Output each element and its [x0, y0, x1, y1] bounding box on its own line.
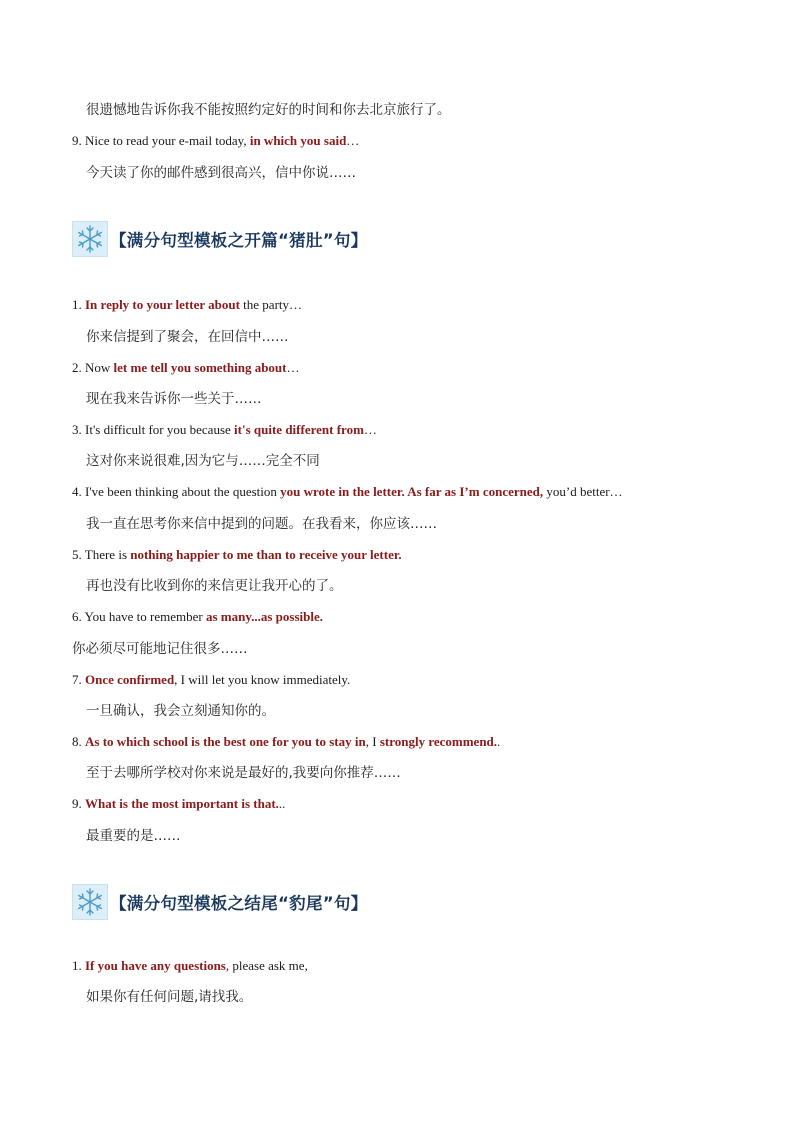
- key-phrase: as many...as possible.: [205, 609, 324, 624]
- item-number: 9.: [72, 796, 85, 811]
- chinese-translation: 再也没有比收到你的来信更让我开心的了。: [86, 578, 343, 594]
- section-heading-closing: [72, 883, 368, 921]
- item-number: 5.: [72, 547, 85, 562]
- snowflake-icon: [72, 221, 108, 257]
- item-number: 7.: [72, 672, 85, 687]
- key-phrase: nothing happier to me than to receive your letter.: [130, 547, 402, 562]
- chinese-translation: 我一直在思考你来信中提到的问题。在我看来，你应该……: [86, 516, 437, 532]
- section-title: 【满分句型模板之开篇“猪肚”句】: [110, 231, 368, 250]
- item-number: 4.: [72, 484, 85, 499]
- key-phrase: If you have any questions: [85, 958, 226, 973]
- sentence-text: You have to remember: [84, 609, 206, 624]
- chinese-translation: 今天读了你的邮件感到很高兴，信中你说……: [86, 165, 356, 181]
- sentence-item-6: [72, 608, 323, 626]
- key-phrase: As to which school is the best one for you to stay in: [85, 734, 366, 749]
- key-phrase: In reply to your letter about: [85, 297, 240, 312]
- sentence-text: , I will let you know immediately.: [174, 672, 351, 687]
- sentence-text: …: [363, 422, 377, 437]
- sentence-text: Now: [85, 360, 114, 375]
- sentence-text: There is: [84, 547, 131, 562]
- sentence-item-4: [72, 483, 623, 501]
- item-number: 3.: [72, 422, 85, 437]
- sentence-text: I've been thinking about the question: [85, 484, 281, 499]
- chinese-translation: 你必须尽可能地记住很多……: [72, 641, 248, 657]
- key-phrase: What is the most important is that.: [85, 796, 279, 811]
- item-number: 9.: [72, 133, 85, 148]
- chinese-translation: 你来信提到了聚会，在回信中……: [86, 329, 289, 345]
- sentence-item-1: [72, 957, 308, 975]
- item-number: 2.: [72, 360, 85, 375]
- sentence-text: .: [497, 734, 501, 749]
- chinese-translation: 现在我来告诉你一些关于……: [86, 391, 262, 407]
- sentence-item-9: [72, 132, 359, 150]
- sentence-text: the party…: [239, 297, 303, 312]
- sentence-text: Nice to read your e-mail today,: [85, 133, 250, 148]
- sentence-text: It's difficult for you because: [85, 422, 235, 437]
- key-phrase: you wrote in the letter. As far as I’m concerned,: [280, 484, 544, 499]
- key-phrase: strongly recommend.: [379, 734, 498, 749]
- chinese-translation: 很遗憾地告诉你我不能按照约定好的时间和你去北京旅行了。: [86, 102, 451, 118]
- snowflake-icon: [72, 884, 108, 920]
- chinese-translation: 至于去哪所学校对你来说是最好的,我要向你推荐……: [86, 765, 401, 781]
- sentence-text: ..: [278, 796, 286, 811]
- sentence-text: , I: [365, 734, 380, 749]
- sentence-item-1: [72, 296, 302, 314]
- item-number: 1.: [72, 958, 85, 973]
- item-number: 8.: [72, 734, 85, 749]
- sentence-item-3: [72, 421, 377, 439]
- chinese-translation: 如果你有任何问题,请找我。: [86, 989, 253, 1005]
- sentence-text: …: [346, 133, 360, 148]
- chinese-translation: 一旦确认，我会立刻通知你的。: [86, 703, 275, 719]
- sentence-item-5: [72, 546, 402, 564]
- section-heading-opening: [72, 220, 368, 258]
- key-phrase: let me tell you something about: [113, 360, 287, 375]
- sentence-item-9: [72, 795, 285, 813]
- item-number: 1.: [72, 297, 85, 312]
- sentence-text: …: [286, 360, 300, 375]
- sentence-text: you’d better…: [543, 484, 623, 499]
- sentence-item-7: [72, 671, 350, 689]
- item-number: 6.: [72, 609, 85, 624]
- key-phrase: in which you said: [249, 133, 347, 148]
- sentence-item-2: [72, 359, 300, 377]
- key-phrase: Once confirmed: [85, 672, 175, 687]
- sentence-item-8: [72, 733, 500, 751]
- key-phrase: it's quite different from: [234, 422, 364, 437]
- section-title: 【满分句型模板之结尾“豹尾”句】: [110, 894, 368, 913]
- sentence-text: , please ask me,: [225, 958, 308, 973]
- chinese-translation: 这对你来说很难,因为它与……完全不同: [86, 453, 320, 469]
- chinese-translation: 最重要的是……: [86, 828, 181, 844]
